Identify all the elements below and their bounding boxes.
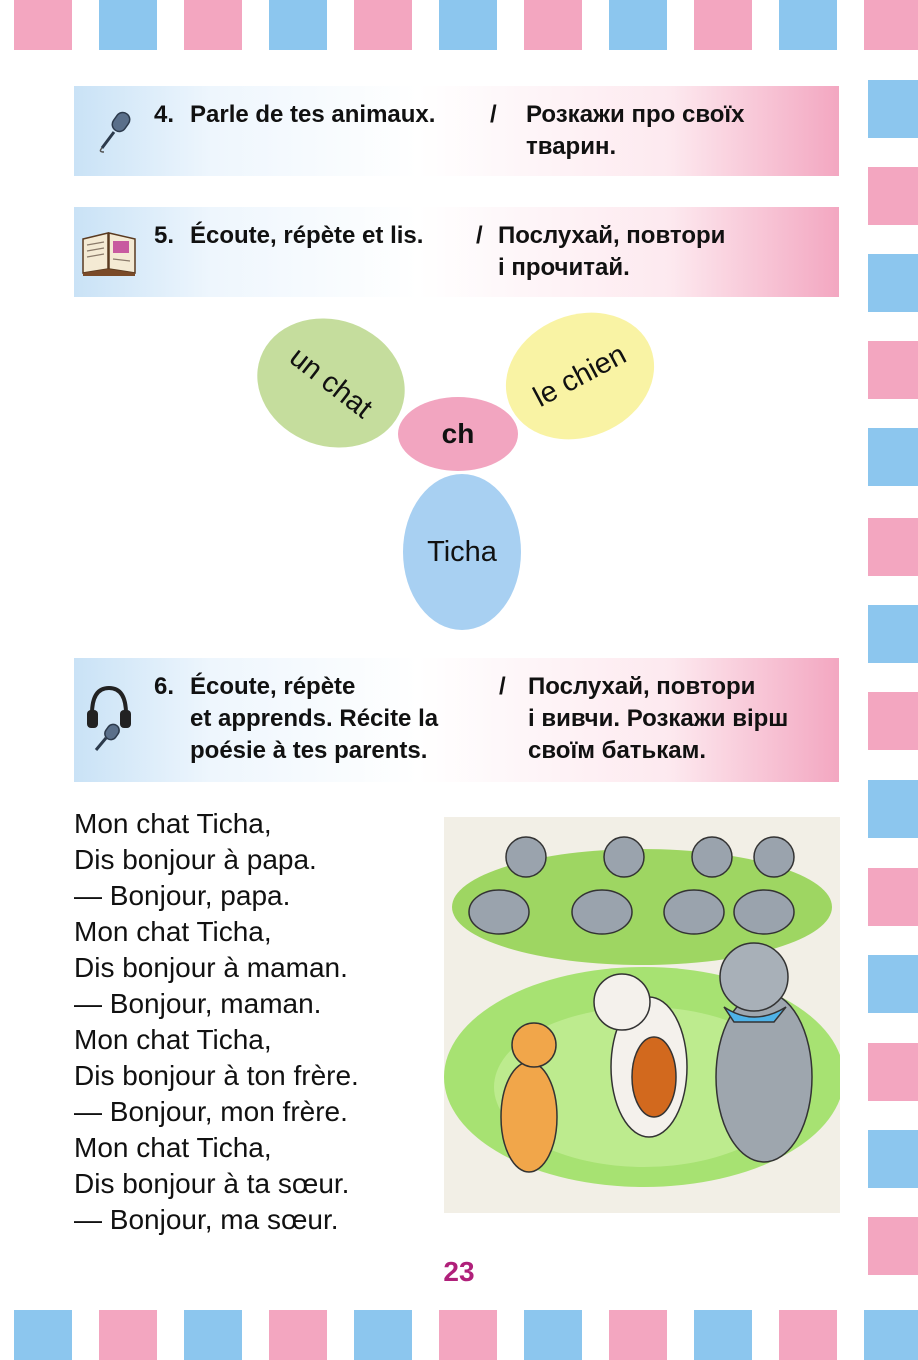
exercise-instruction-uk-line1: Послухай, повтори <box>528 673 756 700</box>
border-square <box>14 0 72 50</box>
border-square <box>868 692 918 750</box>
poem-line: — Bonjour, mon frère. <box>74 1096 348 1127</box>
exercise-number: 4. <box>154 101 175 128</box>
word-le-chien: le chien <box>528 337 632 414</box>
exercise-instruction-uk-line1: Розкажи про своїх <box>526 101 745 128</box>
open-book-icon <box>80 225 138 277</box>
word-ticha: Ticha <box>427 535 497 568</box>
oval-ch <box>398 397 518 471</box>
border-square <box>609 1310 667 1360</box>
border-square <box>99 1310 157 1360</box>
poem-line: — Bonjour, maman. <box>74 988 322 1019</box>
poem-line: — Bonjour, ma sœur. <box>74 1204 339 1235</box>
poem-line: Dis bonjour à maman. <box>74 952 348 983</box>
poem-line: Dis bonjour à ton frère. <box>74 1060 359 1091</box>
border-square <box>868 80 918 138</box>
oval-ticha <box>403 474 521 630</box>
exercise-instruction-uk-line1: Послухай, повтори <box>498 222 726 249</box>
border-square <box>779 0 837 50</box>
border-square <box>354 1310 412 1360</box>
border-square <box>868 518 918 576</box>
exercise-instruction-fr-line1: Écoute, répète <box>190 673 356 700</box>
sound-ch: ch <box>441 418 475 449</box>
border-square <box>868 868 918 926</box>
exercise-instruction-fr-line3: poésie à tes parents. <box>190 737 428 764</box>
poem-line: Dis bonjour à ta sœur. <box>74 1168 350 1199</box>
border-square <box>868 1043 918 1101</box>
border-square <box>868 167 918 225</box>
cats-illustration <box>444 817 840 1213</box>
exercise-instruction-uk-line2: тварин. <box>526 133 617 160</box>
exercise-instruction-uk-line2: і вивчи. Розкажи вірш <box>528 705 789 732</box>
microphone-icon <box>94 110 134 154</box>
border-square <box>184 1310 242 1360</box>
border-square <box>14 1310 72 1360</box>
border-square <box>184 0 242 50</box>
poem-line: — Bonjour, papa. <box>74 880 291 911</box>
headphones-microphone-icon <box>86 684 132 754</box>
separator-slash: / <box>499 673 506 700</box>
border-square <box>439 0 497 50</box>
exercise-instruction-fr-line2: et apprends. Récite la <box>190 705 439 732</box>
oval-un-chat <box>239 298 423 468</box>
page-number: 23 <box>443 1256 475 1287</box>
border-square <box>524 1310 582 1360</box>
border-square <box>354 0 412 50</box>
border-square <box>524 0 582 50</box>
border-square <box>868 428 918 486</box>
border-square <box>868 780 918 838</box>
border-square <box>694 0 752 50</box>
exercise-instruction-fr: Parle de tes animaux. <box>190 101 436 128</box>
border-square <box>868 955 918 1013</box>
poem <box>74 806 359 1238</box>
border-square <box>609 0 667 50</box>
poem-line: Mon chat Ticha, <box>74 1024 272 1055</box>
border-square <box>694 1310 752 1360</box>
poem-line: Mon chat Ticha, <box>74 916 272 947</box>
exercise-instruction-uk-line2: і прочитай. <box>498 254 630 281</box>
border-square <box>269 1310 327 1360</box>
poem-line: Dis bonjour à papa. <box>74 844 317 875</box>
border-square <box>864 0 918 50</box>
border-square <box>779 1310 837 1360</box>
border-square <box>99 0 157 50</box>
poem-line: Mon chat Ticha, <box>74 1132 272 1163</box>
border-square <box>864 1310 918 1360</box>
exercise-instruction-uk-line3: своїм батькам. <box>528 737 707 764</box>
exercise-5-bar <box>74 207 839 297</box>
separator-slash: / <box>490 101 497 128</box>
exercise-4-bar <box>74 86 839 176</box>
exercise-number: 6. <box>154 673 175 700</box>
separator-slash: / <box>476 222 483 249</box>
poem-line: Mon chat Ticha, <box>74 808 272 839</box>
border-square <box>868 341 918 399</box>
border-square <box>868 605 918 663</box>
border-square <box>868 1130 918 1188</box>
exercise-instruction-fr: Écoute, répète et lis. <box>190 222 424 249</box>
border-square <box>439 1310 497 1360</box>
border-square <box>868 254 918 312</box>
border-square <box>269 0 327 50</box>
exercise-number: 5. <box>154 222 175 249</box>
word-un-chat: un chat <box>283 340 379 425</box>
exercise-6-bar <box>74 658 839 782</box>
